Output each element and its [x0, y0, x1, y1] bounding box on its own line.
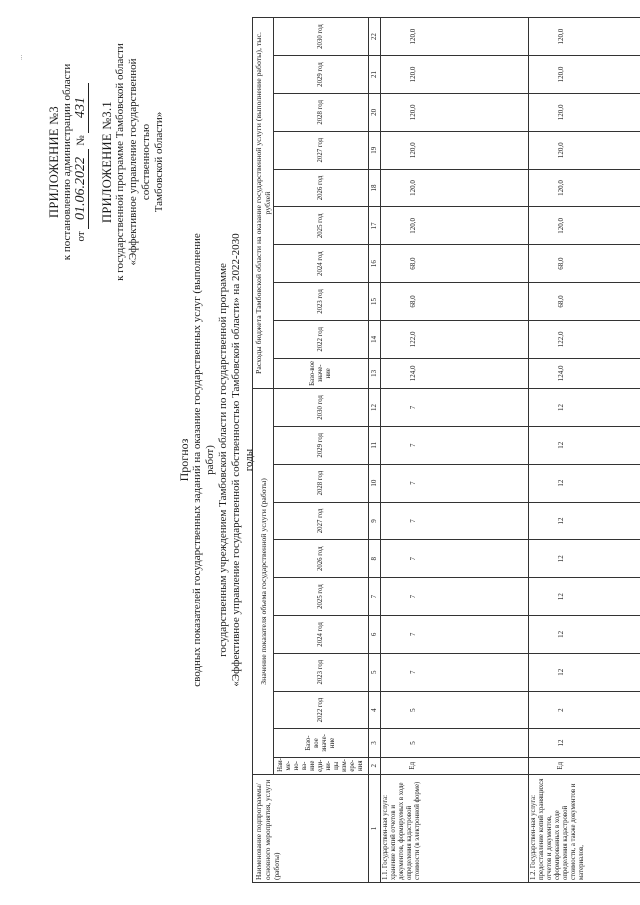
- column-number: 12: [369, 389, 381, 427]
- budget-year-header: 2027 год: [274, 131, 369, 169]
- volume-year-header: 2030 год: [274, 389, 369, 427]
- budget-cell: 120,0: [381, 18, 529, 56]
- column-number: 14: [369, 320, 381, 358]
- column-number: 7: [369, 578, 381, 616]
- volume-cell: 7: [381, 389, 529, 427]
- budget-year-header: 2028 год: [274, 93, 369, 131]
- budget-cell: 120,0: [381, 207, 529, 245]
- budget-cell: 120,0: [529, 131, 640, 169]
- column-number: 6: [369, 616, 381, 654]
- volume-cell: 12: [529, 616, 640, 654]
- volume-year-header: 2029 год: [274, 426, 369, 464]
- title-line-3: «Эффективное управление государственной собственностью Тамбовской области» на 2022-2030 годы: [230, 233, 255, 687]
- header-row-2: [274, 18, 369, 883]
- column-number-row: [369, 18, 381, 883]
- budget-base-cell: 124,0: [529, 358, 640, 388]
- column-number: 10: [369, 464, 381, 502]
- table-row: [381, 18, 529, 883]
- volume-cell: 12: [529, 540, 640, 578]
- volume-cell: 12: [529, 578, 640, 616]
- column-number: 22: [369, 18, 381, 56]
- from-prefix: от: [75, 231, 87, 242]
- budget-year-header: 2025 год: [274, 207, 369, 245]
- volume-group-header: Значение показателя объема государственной услуги (работы): [253, 389, 274, 775]
- header-row-1: [253, 18, 274, 883]
- column-number: 18: [369, 169, 381, 207]
- volume-base-header: Базо-вое значе-ние: [274, 729, 369, 757]
- volume-cell: 12: [529, 464, 640, 502]
- volume-year-header: 2023 год: [274, 653, 369, 691]
- column-number: 19: [369, 131, 381, 169]
- volume-base-cell: 12: [529, 729, 640, 757]
- volume-year-header: 2027 год: [274, 502, 369, 540]
- budget-year-header: 2022 год: [274, 320, 369, 358]
- budget-cell: 68,0: [381, 245, 529, 283]
- volume-year-header: 2025 год: [274, 578, 369, 616]
- budget-cell: 68,0: [529, 283, 640, 321]
- column-number: 5: [369, 653, 381, 691]
- stamp-line-1: к государственной программе Тамбовской области: [114, 43, 126, 281]
- column-number: 13: [369, 358, 381, 388]
- column-number: 9: [369, 502, 381, 540]
- volume-cell: 7: [381, 578, 529, 616]
- budget-base-cell: 124,0: [381, 358, 529, 388]
- column-number: 17: [369, 207, 381, 245]
- column-number: 1: [369, 774, 381, 882]
- unit-header: Наи-ме-но-ва-ние еди-ни-цы изм-ере-ния: [274, 757, 369, 774]
- unit-cell: Ед: [381, 757, 529, 774]
- column-number: 20: [369, 93, 381, 131]
- budget-cell: 122,0: [381, 320, 529, 358]
- budget-year-header: 2023 год: [274, 283, 369, 321]
- title-line-2: государственным учреждением Тамбовской области по государственной программе: [217, 263, 229, 657]
- appendix-title: ПРИЛОЖЕНИЕ №3: [47, 106, 61, 218]
- budget-year-header: 2029 год: [274, 56, 369, 94]
- column-number: 4: [369, 691, 381, 729]
- volume-cell: 5: [381, 691, 529, 729]
- volume-year-header: 2028 год: [274, 464, 369, 502]
- handwritten-number: 431: [74, 83, 89, 133]
- volume-year-header: 2026 год: [274, 540, 369, 578]
- volume-year-header: 2024 год: [274, 616, 369, 654]
- title-line-1: сводных показателей государственных заданий на оказание государственных услуг (выполнение работ): [191, 233, 216, 687]
- table-row: [529, 18, 640, 883]
- unit-cell: Ед: [529, 757, 640, 774]
- budget-group-header: Расходы бюджета Тамбовской области на оказание государственной услуги (выполнение работы), тыс. рублей: [253, 18, 274, 389]
- budget-cell: 120,0: [381, 56, 529, 94]
- column-number: 21: [369, 56, 381, 94]
- volume-cell: 7: [381, 502, 529, 540]
- volume-cell: 7: [381, 540, 529, 578]
- budget-cell: 120,0: [529, 207, 640, 245]
- document-title: [178, 225, 256, 695]
- budget-year-header: 2030 год: [274, 18, 369, 56]
- budget-cell: 68,0: [381, 283, 529, 321]
- service-name: 1.1. Государствен-ная услуга: хранение копий отчетов и документов, формируемых в ходе определения кадастровой стоимости (в электронной форме): [381, 774, 529, 882]
- column-number: 2: [369, 757, 381, 774]
- volume-cell: 7: [381, 616, 529, 654]
- forecast-table: [252, 17, 640, 883]
- volume-cell: 7: [381, 653, 529, 691]
- budget-year-header: 2026 год: [274, 169, 369, 207]
- column-number: 15: [369, 283, 381, 321]
- budget-cell: 120,0: [529, 18, 640, 56]
- budget-cell: 120,0: [381, 93, 529, 131]
- volume-cell: 2: [529, 691, 640, 729]
- volume-cell: 7: [381, 464, 529, 502]
- number-sign: №: [75, 135, 87, 146]
- budget-cell: 120,0: [381, 169, 529, 207]
- appendix-stamp: [48, 22, 166, 302]
- budget-cell: 68,0: [529, 245, 640, 283]
- volume-base-cell: 5: [381, 729, 529, 757]
- stamp-line-4: Тамбовской области»: [153, 111, 165, 213]
- column-number: 16: [369, 245, 381, 283]
- volume-cell: 12: [529, 426, 640, 464]
- budget-year-header: 2024 год: [274, 245, 369, 283]
- budget-cell: 120,0: [381, 131, 529, 169]
- service-name: 1.2. Государствен-ная услуга: предоставление копий хранящихся отчетов и документов, сформированных в ходе определения кадастровой стоимости, а также документов и материалов,: [529, 774, 640, 882]
- budget-cell: 122,0: [529, 320, 640, 358]
- handwritten-date: 01.06.2022: [74, 149, 89, 229]
- column-number: 3: [369, 729, 381, 757]
- col-name-header: Наименование подпрограммы/ основного мероприятия, услуги (работы): [253, 774, 369, 882]
- budget-cell: 120,0: [529, 56, 640, 94]
- volume-cell: 12: [529, 653, 640, 691]
- rotated-page: [10, 10, 630, 895]
- budget-cell: 120,0: [529, 169, 640, 207]
- column-number: 11: [369, 426, 381, 464]
- stamp-line-2: «Эффективное управление государственной: [127, 58, 139, 266]
- appendix-sub-title: ПРИЛОЖЕНИЕ №3.1: [100, 101, 114, 223]
- budget-cell: 120,0: [529, 93, 640, 131]
- budget-base-header: Базо-вое значе-ние: [274, 358, 369, 388]
- column-number: 8: [369, 540, 381, 578]
- volume-cell: 12: [529, 502, 640, 540]
- date-number-line: [74, 22, 89, 302]
- volume-cell: 7: [381, 426, 529, 464]
- stamp-line-3: собственностью: [140, 123, 152, 201]
- edge-mark: ...: [16, 54, 24, 60]
- volume-cell: 12: [529, 389, 640, 427]
- volume-year-header: 2022 год: [274, 691, 369, 729]
- title-heading: Прогноз: [177, 438, 191, 482]
- resolution-line: к постановлению администрации области: [61, 63, 73, 261]
